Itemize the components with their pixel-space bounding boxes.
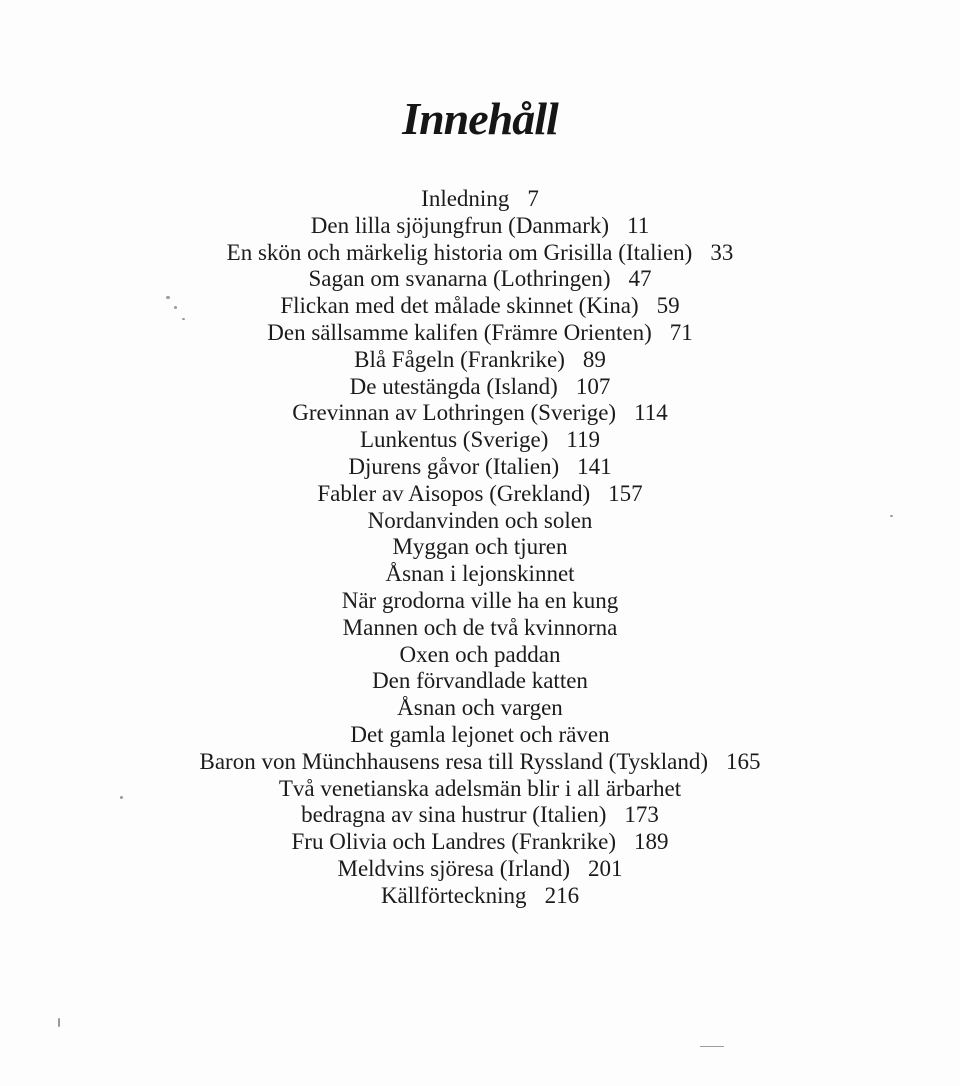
toc-page-number: 107	[575, 373, 611, 399]
toc-entry-title: De utestängda (Island)	[349, 373, 558, 399]
toc-page-number: 119	[566, 427, 601, 453]
toc-entry-title: Den sällsamme kalifen (Främre Orienten)	[267, 319, 652, 345]
toc-entry	[0, 240, 960, 267]
toc-entry-title: Den lilla sjöjungfrun (Danmark)	[310, 212, 610, 238]
toc-page-number: 141	[577, 453, 612, 479]
toc-entry-title: bedragna av sina hustrur (Italien)	[301, 802, 607, 828]
toc-entry	[0, 588, 960, 615]
toc-entry-title: Flickan med det målade skinnet (Kina)	[280, 293, 639, 319]
toc-entry	[0, 508, 960, 535]
toc-entry	[0, 347, 960, 374]
toc-entry	[0, 561, 960, 588]
toc-entry	[0, 802, 960, 829]
toc-entry	[0, 427, 960, 454]
scan-speck	[120, 796, 123, 799]
toc-entry-title: En skön och märkelig historia om Grisilla (Italien)	[226, 239, 693, 265]
scan-speck	[890, 515, 893, 517]
toc-entry	[0, 481, 960, 508]
toc-entry	[0, 266, 960, 293]
toc-entry-title: Två venetianska adelsmän blir i all ärbarhet	[278, 775, 682, 801]
toc-page-number: 11	[627, 212, 650, 238]
toc-entry-title: Mannen och de två kvinnorna	[342, 614, 618, 640]
toc-entry	[0, 722, 960, 749]
toc-page-number: 157	[608, 480, 643, 506]
toc-entry-title: Lunkentus (Sverige)	[359, 427, 549, 453]
toc-entry-title: Djurens gåvor (Italien)	[348, 453, 560, 479]
toc-page-number: 173	[624, 802, 659, 828]
toc-entry	[0, 776, 960, 803]
scan-speck	[166, 296, 170, 299]
toc-entry-title: Blå Fågeln (Frankrike)	[354, 346, 565, 372]
scan-speck	[174, 306, 177, 309]
toc-entry	[0, 534, 960, 561]
toc-page-number: 59	[656, 293, 680, 319]
toc-entry-title: Åsnan i lejonskinnet	[385, 561, 575, 587]
toc-entry	[0, 320, 960, 347]
toc-page-number: 47	[628, 266, 652, 292]
toc-page-number: 165	[726, 748, 761, 774]
toc-entry-title: Det gamla lejonet och räven	[350, 721, 610, 747]
toc-entry	[0, 186, 960, 213]
toc-page-number: 189	[633, 829, 669, 855]
toc-entry-title: Inledning	[421, 186, 510, 211]
toc-entry	[0, 642, 960, 669]
toc-entry	[0, 615, 960, 642]
toc-entry-title: Åsnan och vargen	[397, 695, 563, 721]
toc-entry-title: Grevinnan av Lothringen (Sverige)	[292, 400, 617, 426]
toc-entry	[0, 293, 960, 320]
toc-page-number: 71	[669, 319, 693, 345]
toc-entry	[0, 374, 960, 401]
toc-entry-title: Sagan om svanarna (Lothringen)	[308, 266, 611, 292]
toc-entry-title: Meldvins sjöresa (Irland)	[337, 855, 570, 881]
toc-entry	[0, 829, 960, 856]
toc-entry	[0, 749, 960, 776]
toc-page-number: 33	[710, 239, 734, 265]
toc-entry	[0, 695, 960, 722]
toc-entry-title: Myggan och tjuren	[392, 534, 568, 560]
toc-entry-title: Nordanvinden och solen	[367, 507, 593, 533]
toc-page-number: 7	[527, 186, 539, 211]
toc-page-number: 114	[634, 400, 668, 426]
toc-page-number: 201	[588, 855, 623, 881]
toc-entry	[0, 400, 960, 427]
scan-speck	[182, 318, 185, 320]
toc-entry	[0, 454, 960, 481]
toc-entry	[0, 856, 960, 883]
toc-entry-title: Fru Olivia och Landres (Frankrike)	[291, 829, 616, 855]
toc-entry-title: Källförteckning	[380, 882, 527, 908]
page-title: Innehåll	[402, 93, 558, 144]
toc-entry-title: Oxen och paddan	[399, 641, 561, 667]
toc-page-number: 216	[544, 882, 580, 908]
toc-entry	[0, 213, 960, 240]
table-of-contents	[0, 186, 960, 910]
toc-entry-title: Baron von Münchhausens resa till Ryssland (Tyskland)	[199, 748, 708, 774]
toc-entry	[0, 883, 960, 910]
toc-entry-title: När grodorna ville ha en kung	[341, 587, 619, 613]
toc-entry-title: Fabler av Aisopos (Grekland)	[317, 480, 591, 506]
scan-speck	[58, 1018, 60, 1027]
toc-entry	[0, 668, 960, 695]
scan-speck	[700, 1046, 724, 1047]
toc-entry-title: Den förvandlade katten	[372, 668, 588, 694]
toc-page-number: 89	[582, 346, 606, 372]
